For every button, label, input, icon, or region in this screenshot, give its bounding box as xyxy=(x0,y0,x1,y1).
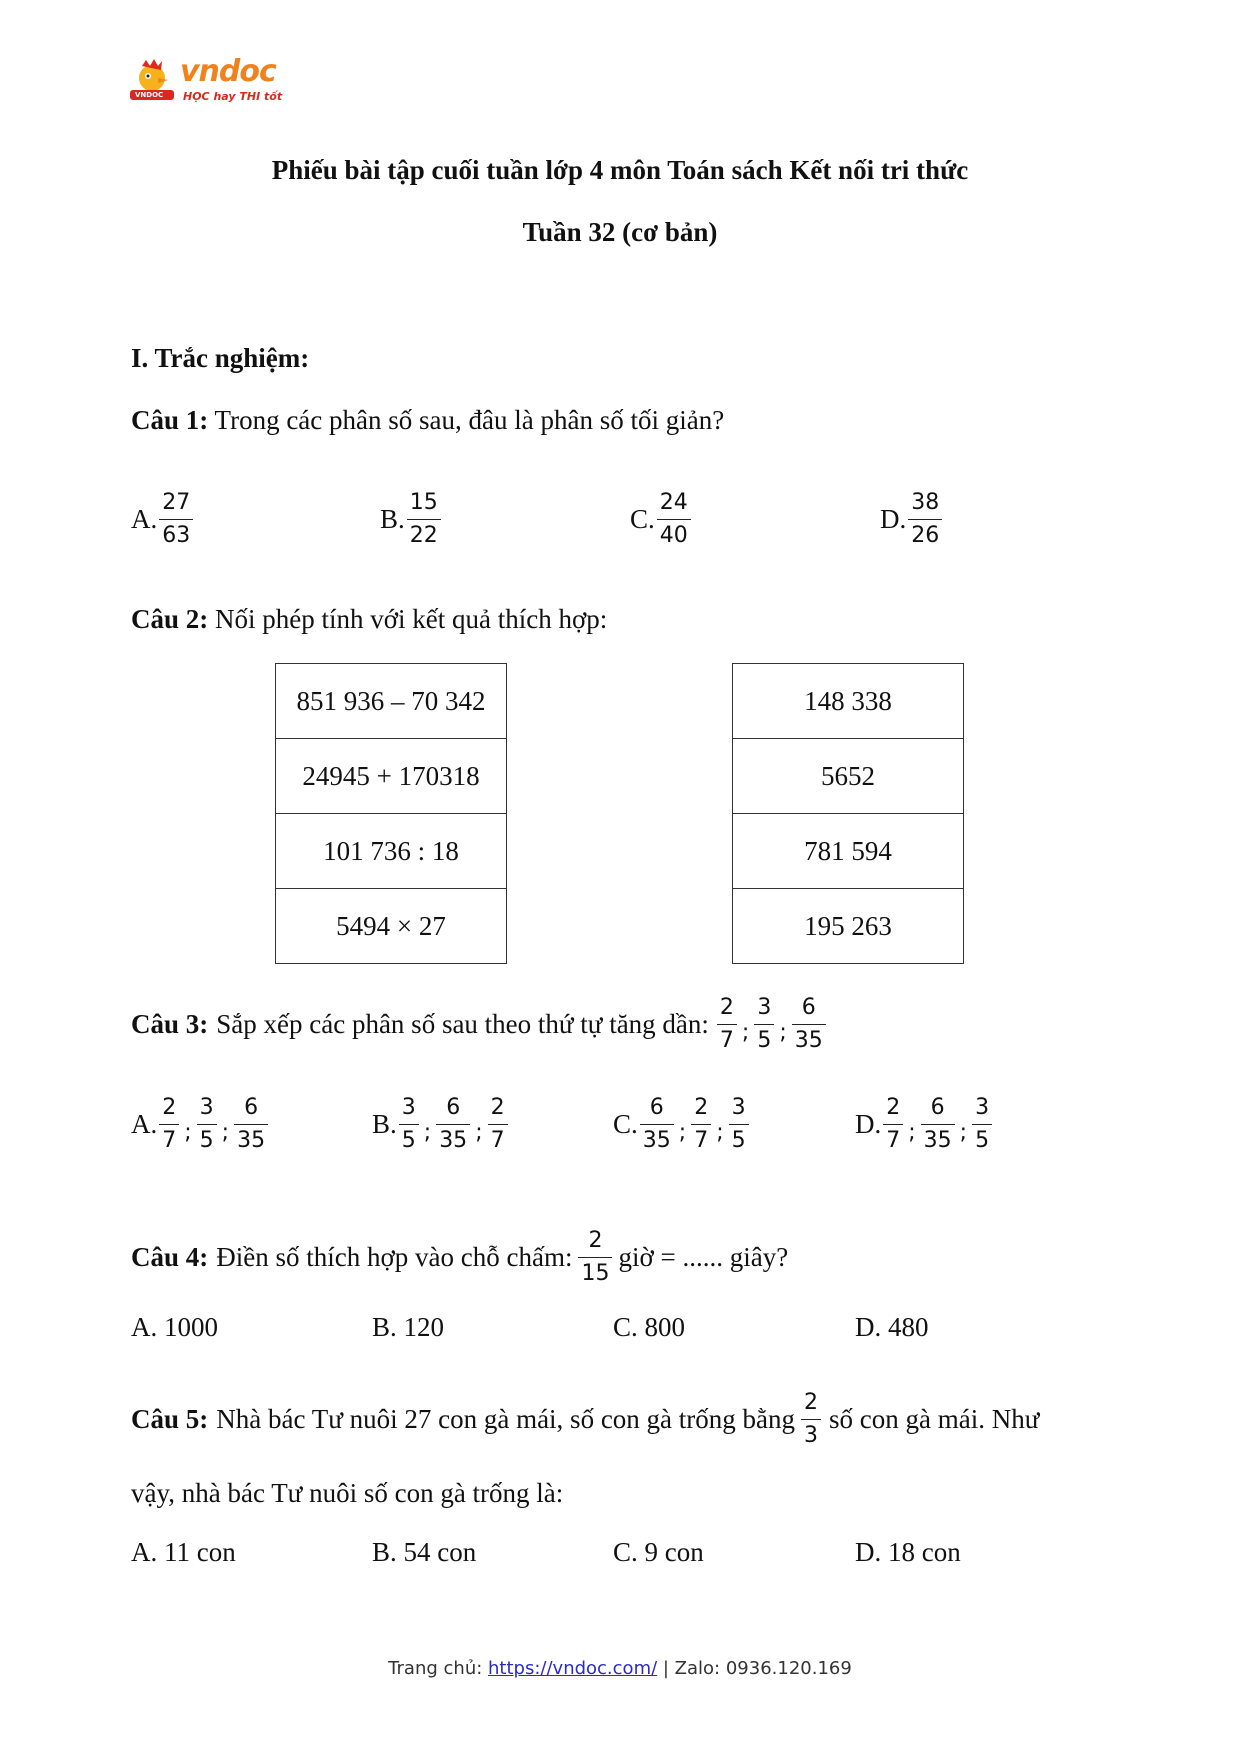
footer-prefix: Trang chủ: xyxy=(388,1658,489,1679)
page-subtitle: Tuần 32 (cơ bản) xyxy=(522,217,718,247)
option-letter: B. xyxy=(380,504,405,534)
question-1 xyxy=(131,405,724,436)
q3-option-d[interactable] xyxy=(855,1095,994,1154)
fraction: $\frac{2}{3}$ xyxy=(801,1390,821,1449)
fraction: $\frac{3}{5}$ xyxy=(754,995,774,1054)
fraction: $\frac{6}{35}$ xyxy=(234,1095,268,1154)
fraction: $\frac{3}{5}$ xyxy=(197,1095,217,1154)
q1-option-d[interactable] xyxy=(880,490,944,549)
question-text-after: giờ = ...... giây? xyxy=(618,1242,789,1272)
question-label: Câu 1: xyxy=(131,405,209,435)
result-cell[interactable]: 148 338 xyxy=(733,664,964,739)
result-cell[interactable]: 781 594 xyxy=(733,814,964,889)
question-5-line2: vậy, nhà bác Tư nuôi số con gà trống là: xyxy=(131,1478,564,1508)
vndoc-logo xyxy=(128,52,288,110)
question-4 xyxy=(131,1228,788,1287)
q1-option-c[interactable] xyxy=(630,490,693,549)
q3-option-a[interactable] xyxy=(131,1095,270,1154)
option-letter: A. xyxy=(131,1109,158,1139)
result-cell[interactable]: 195 263 xyxy=(733,889,964,964)
fraction: $\frac{27}{63}$ xyxy=(159,490,193,549)
fraction: $\frac{3}{5}$ xyxy=(972,1095,992,1154)
question-text-after: số con gà mái. Như xyxy=(829,1404,1040,1434)
homepage-link[interactable]: https://vndoc.com/ xyxy=(488,1658,658,1679)
fraction: $\frac{2}{15}$ xyxy=(578,1228,612,1287)
results-table xyxy=(732,663,964,964)
q4-option-c[interactable]: C. 800 xyxy=(613,1312,686,1342)
fraction: $\frac{3}{5}$ xyxy=(729,1095,749,1154)
separator: ; xyxy=(678,1120,687,1145)
logo-brand: vndoc xyxy=(180,54,276,89)
separator: ; xyxy=(959,1120,968,1145)
q3-option-c[interactable] xyxy=(613,1095,751,1154)
operation-cell[interactable]: 851 936 – 70 342 xyxy=(276,664,507,739)
footer-suffix: | Zalo: 0936.120.169 xyxy=(657,1658,852,1679)
question-text: Điền số thích hợp vào chỗ chấm: xyxy=(216,1242,573,1272)
separator: ; xyxy=(475,1120,483,1145)
question-3 xyxy=(131,995,828,1054)
question-label: Câu 3: xyxy=(131,1009,209,1039)
rooster-mascot-icon xyxy=(128,58,178,108)
operation-cell[interactable]: 5494 × 27 xyxy=(276,889,507,964)
question-text: Sắp xếp các phân số sau theo thứ tự tăng dần: xyxy=(216,1009,709,1039)
question-label: Câu 2: xyxy=(131,604,209,634)
fraction: $\frac{2}{7}$ xyxy=(159,1095,179,1154)
fraction: $\frac{24}{40}$ xyxy=(657,490,691,549)
question-text: Trong các phân số sau, đâu là phân số tối giản? xyxy=(214,405,725,435)
separator: ; xyxy=(779,1020,787,1045)
fraction: $\frac{6}{35}$ xyxy=(436,1095,470,1154)
fraction: $\frac{6}{35}$ xyxy=(640,1095,674,1154)
question-label: Câu 4: xyxy=(131,1242,209,1272)
q5-option-a[interactable]: A. 11 con xyxy=(131,1537,236,1567)
q5-option-b[interactable]: B. 54 con xyxy=(372,1537,477,1567)
separator: ; xyxy=(908,1120,916,1145)
fraction: $\frac{2}{7}$ xyxy=(883,1095,903,1154)
q1-option-b[interactable] xyxy=(380,490,443,549)
operations-table xyxy=(275,663,507,964)
question-text: Nhà bác Tư nuôi 27 con gà mái, số con gà trống bằng xyxy=(216,1404,796,1434)
separator: ; xyxy=(741,1020,750,1045)
separator: ; xyxy=(423,1120,432,1145)
fraction: $\frac{3}{5}$ xyxy=(399,1095,419,1154)
fraction: $\frac{6}{35}$ xyxy=(921,1095,955,1154)
option-letter: D. xyxy=(855,1109,882,1139)
section-heading: I. Trắc nghiệm: xyxy=(131,343,310,373)
option-letter: C. xyxy=(630,504,655,534)
separator: ; xyxy=(184,1120,192,1145)
logo-badge: VNDOC xyxy=(135,91,164,99)
q5-option-d[interactable]: D. 18 con xyxy=(855,1537,961,1567)
question-2 xyxy=(131,604,607,635)
option-letter: B. xyxy=(372,1109,397,1139)
separator: ; xyxy=(221,1120,230,1145)
fraction: $\frac{38}{26}$ xyxy=(908,490,942,549)
question-text: Nối phép tính với kết quả thích hợp: xyxy=(215,604,608,634)
result-cell[interactable]: 5652 xyxy=(733,739,964,814)
option-letter: C. xyxy=(613,1109,638,1139)
q4-option-a[interactable]: A. 1000 xyxy=(131,1312,218,1342)
q5-option-c[interactable]: C. 9 con xyxy=(613,1537,704,1567)
q1-option-a[interactable] xyxy=(131,490,195,549)
option-letter: D. xyxy=(880,504,907,534)
page-title: Phiếu bài tập cuối tuần lớp 4 môn Toán sách Kết nối tri thức xyxy=(271,155,969,185)
q4-option-b[interactable]: B. 120 xyxy=(372,1312,445,1342)
separator: ; xyxy=(716,1120,724,1145)
logo-tagline: HỌC hay THI tốt xyxy=(183,90,283,103)
fraction: $\frac{2}{7}$ xyxy=(691,1095,711,1154)
q4-option-d[interactable]: D. 480 xyxy=(855,1312,929,1342)
fraction: $\frac{15}{22}$ xyxy=(407,490,441,549)
fraction: $\frac{6}{35}$ xyxy=(792,995,826,1054)
question-label: Câu 5: xyxy=(131,1404,209,1434)
q3-option-b[interactable] xyxy=(372,1095,510,1154)
page-footer xyxy=(0,1658,1240,1679)
fraction: $\frac{2}{7}$ xyxy=(717,995,737,1054)
operation-cell[interactable]: 101 736 : 18 xyxy=(276,814,507,889)
option-letter: A. xyxy=(131,504,158,534)
operation-cell[interactable]: 24945 + 170318 xyxy=(276,739,507,814)
question-5 xyxy=(131,1390,1039,1449)
fraction: $\frac{2}{7}$ xyxy=(488,1095,508,1154)
